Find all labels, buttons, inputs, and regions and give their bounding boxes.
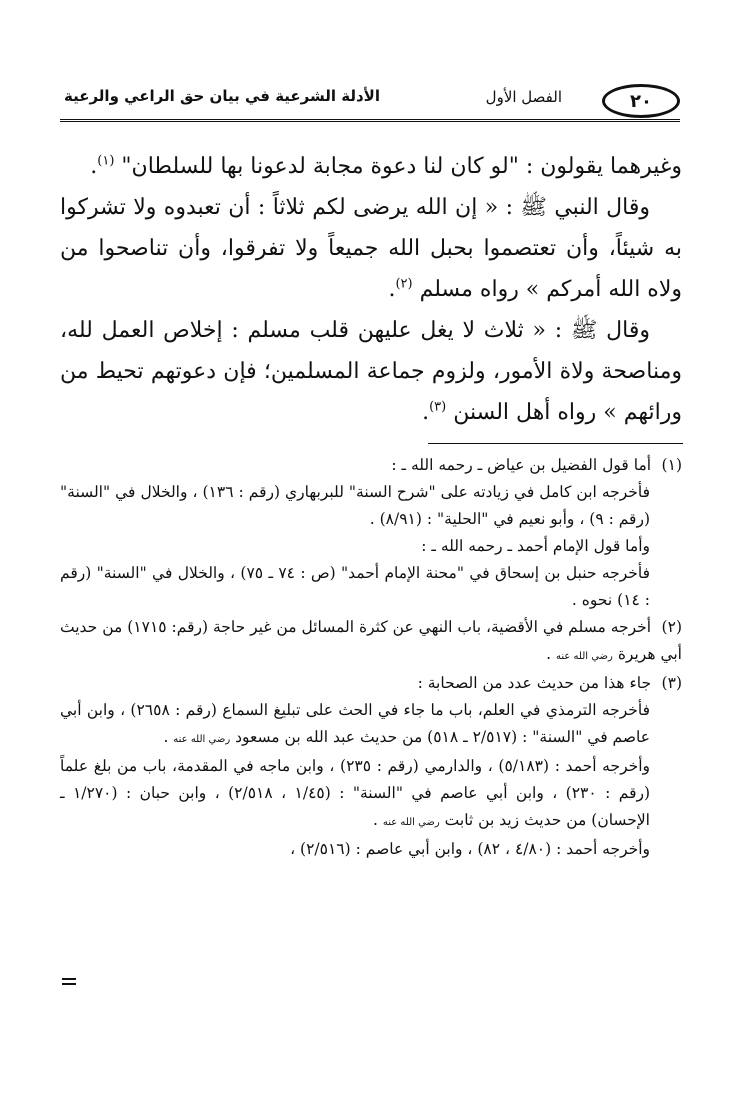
footnote-number: (٣) bbox=[661, 674, 682, 692]
paragraph-end: . bbox=[388, 277, 396, 302]
footnote-reference: (٣) bbox=[429, 399, 447, 415]
main-paragraph bbox=[60, 146, 682, 187]
footnote-end: . bbox=[373, 811, 383, 829]
footnote-end: . bbox=[163, 728, 174, 746]
honorific-glyph: رضي الله عنه bbox=[173, 734, 231, 745]
footnote-line: وأخرجه أحمد : (٤/٨٠ ، ٨٢) ، وابن أبي عاصم : (٢/٥١٦) ، bbox=[290, 840, 650, 858]
main-text bbox=[60, 146, 682, 433]
paragraph-text: وقال النبي ﷺ : « إن الله يرضى لكم ثلاثاً : أن تعبدوه ولا تشركوا به شيئاً، وأن تعتصموا بحبل الله جميعاً ولا تفرقوا، وأن تناصحوا من ولاه الله أمركم » رواه مسلم bbox=[60, 195, 682, 302]
main-paragraph bbox=[60, 310, 682, 433]
chapter-label: الفصل الأول bbox=[485, 88, 562, 106]
continuation-mark bbox=[62, 978, 76, 985]
footnote-line bbox=[60, 753, 650, 836]
paragraph-end: . bbox=[422, 400, 430, 425]
footnotes bbox=[60, 452, 682, 863]
footnote-line: فأخرجه ابن كامل في زيادته على "شرح السنة" للبربهاري (رقم : ١٣٦) ، والخلال في "السنة" (رقم : ٩) ، وأبو نعيم في "الحلية" : (٨/٩١) . bbox=[60, 483, 651, 528]
footnote-divider bbox=[428, 443, 683, 444]
paragraph-end: . bbox=[90, 154, 98, 179]
footnote-body bbox=[60, 479, 650, 614]
paragraph-text: وقال ﷺ : « ثلاث لا يغل عليهن قلب مسلم : إخلاص العمل لله، ومناصحة ولاة الأمور، ولزوم جماعة المسلمين؛ فإن دعوتهم تحيط من ورائهم » رواه أهل السنن bbox=[60, 318, 682, 425]
main-paragraph bbox=[60, 187, 682, 310]
paragraph-text: وغيرهما يقولون : "لو كان لنا دعوة مجابة لدعونا بها للسلطان" bbox=[114, 154, 682, 179]
honorific-glyph: رضي الله عنه bbox=[382, 817, 440, 828]
header-divider bbox=[60, 119, 680, 122]
footnote-1 bbox=[60, 452, 682, 614]
footnote-reference: (٢) bbox=[395, 276, 413, 292]
footnote-number: (١) bbox=[661, 456, 682, 474]
footnote-end: . bbox=[546, 645, 557, 663]
footnote-text: فأخرجه الترمذي في العلم، باب ما جاء في الحث على تبليغ السماع (رقم : ٢٦٥٨) ، وابن أبي عاصم في "السنة" : (٢/٥١٧ ـ ٥١٨) من حديث عبد الله بن مسعود bbox=[60, 701, 650, 746]
page-number: ٢٠ bbox=[602, 84, 680, 118]
footnote-text: وأخرجه أحمد : (٥/١٨٣) ، والدارمي (رقم : ٢٣٥) ، وابن ماجه في المقدمة، باب من بلغ علماً (رقم : ٢٣٠) ، وابن أبي عاصم في "السنة" : (١/٤٥ ، ٢/٥١٨) ، وابن حبان : (١/٢٧٠ ـ الإحسان) من حديث زيد بن ثابت bbox=[60, 757, 651, 829]
honorific-glyph: رضي الله عنه bbox=[556, 651, 613, 662]
footnote-heading: جاء هذا من حديث عدد من الصحابة : bbox=[417, 674, 652, 692]
footnote-body bbox=[60, 697, 650, 863]
footnote-line: فأخرجه حنبل بن إسحاق في "محنة الإمام أحمد" (ص : ٧٤ ـ ٧٥) ، والخلال في "السنة" (رقم : ١٤) نحوه . bbox=[60, 564, 650, 609]
footnote-heading: أما قول الفضيل بن عياض ـ رحمه الله ـ : bbox=[391, 456, 652, 474]
page-header bbox=[60, 78, 680, 124]
footnote-2 bbox=[60, 614, 682, 670]
footnote-number: (٢) bbox=[661, 618, 682, 636]
footnote-line: وأما قول الإمام أحمد ـ رحمه الله ـ : bbox=[421, 537, 650, 555]
book-title: الأدلة الشرعية في بيان حق الراعي والرعية bbox=[64, 87, 380, 105]
footnote-text: أخرجه مسلم في الأقضية، باب النهي عن كثرة المسائل من غير حاجة (رقم: ١٧١٥) من حديث أبي هريرة bbox=[60, 618, 682, 663]
footnote-line bbox=[60, 697, 650, 753]
footnote-3 bbox=[60, 670, 682, 863]
footnote-reference: (١) bbox=[97, 153, 115, 169]
